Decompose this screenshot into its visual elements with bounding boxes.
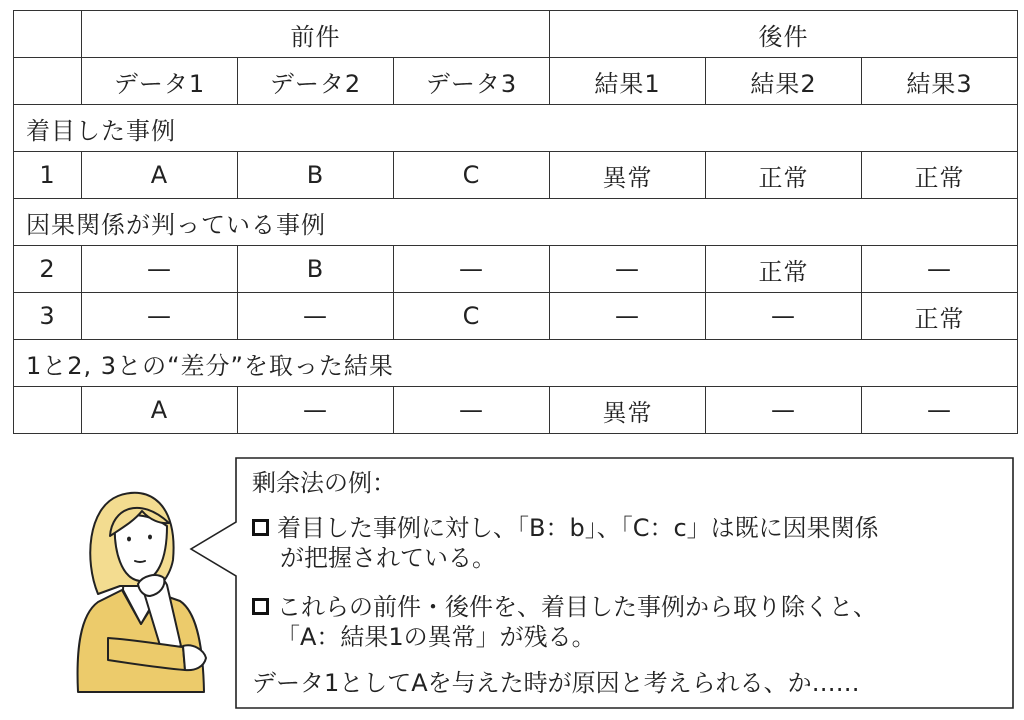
section-row [14,340,1018,387]
table-cell: C [394,152,550,199]
square-bullet-icon [252,598,269,615]
left-eye [127,537,131,542]
right-eye [148,535,152,540]
table-cell: 正常 [706,152,862,199]
table-cell: — [706,293,862,340]
table-cell: 正常 [706,246,862,293]
comparison-table [13,10,1018,434]
row-number-cell: 2 [14,246,82,293]
table-cell: — [82,246,238,293]
thinking-person-icon [60,480,220,710]
table-cell: B [238,152,394,199]
bullet-item-1-line-1: 着目した事例に対し、「B：b」、「C：c」は既に因果関係 [277,514,879,542]
table-cell: 異常 [550,387,706,434]
table-row [14,152,1018,199]
table-cell: — [394,387,550,434]
table-cell: — [238,387,394,434]
table-cell: C [394,293,550,340]
bullet-item-2-line-1: これらの前件・後件を、着目した事例から取り除くと、 [277,593,877,621]
table-cell: B [238,246,394,293]
table-cell: A [82,152,238,199]
column-header: データ1 [82,58,238,105]
table-cell: — [550,246,706,293]
table-cell: — [238,293,394,340]
table-cell: 異常 [550,152,706,199]
column-header [14,58,82,105]
column-header-row [14,58,1018,105]
table-cell: A [82,387,238,434]
table-cell: — [82,293,238,340]
column-header: 結果1 [550,58,706,105]
column-header: データ3 [394,58,550,105]
bullet-item-1 [252,513,879,543]
table-cell: — [394,246,550,293]
table-cell: — [862,387,1018,434]
column-header: データ2 [238,58,394,105]
table-row [14,387,1018,434]
section-row [14,199,1018,246]
table-cell: — [550,293,706,340]
section-row [14,105,1018,152]
section-title: 因果関係が判っている事例 [14,199,1018,246]
column-header: 結果2 [706,58,862,105]
bullet-item-1-line-2: が把握されている。 [280,544,496,572]
mouth [135,561,145,562]
square-bullet-icon [252,519,269,536]
bullet-item-2-line-2: 「A：結果1の異常」が残る。 [276,623,596,651]
table-row [14,246,1018,293]
corner-cell [14,11,82,58]
table-cell: — [862,246,1018,293]
bubble-title: 剰余法の例： [252,469,396,497]
table-row [14,293,1018,340]
section-title: 着目した事例 [14,105,1018,152]
row-number-cell [14,387,82,434]
bubble-conclusion: データ1としてAを与えた時が原因と考えられる、か…… [252,669,860,697]
table-cell: 正常 [862,293,1018,340]
antecedent-header: 前件 [82,11,550,58]
row-number-cell: 3 [14,293,82,340]
bullet-item-2 [252,592,877,622]
table-cell: 正常 [862,152,1018,199]
table-cell: — [706,387,862,434]
column-header: 結果3 [862,58,1018,105]
section-title: 1と2, 3との“差分”を取った結果 [14,340,1018,387]
consequent-header: 後件 [550,11,1018,58]
group-header-row [14,11,1018,58]
row-number-cell: 1 [14,152,82,199]
